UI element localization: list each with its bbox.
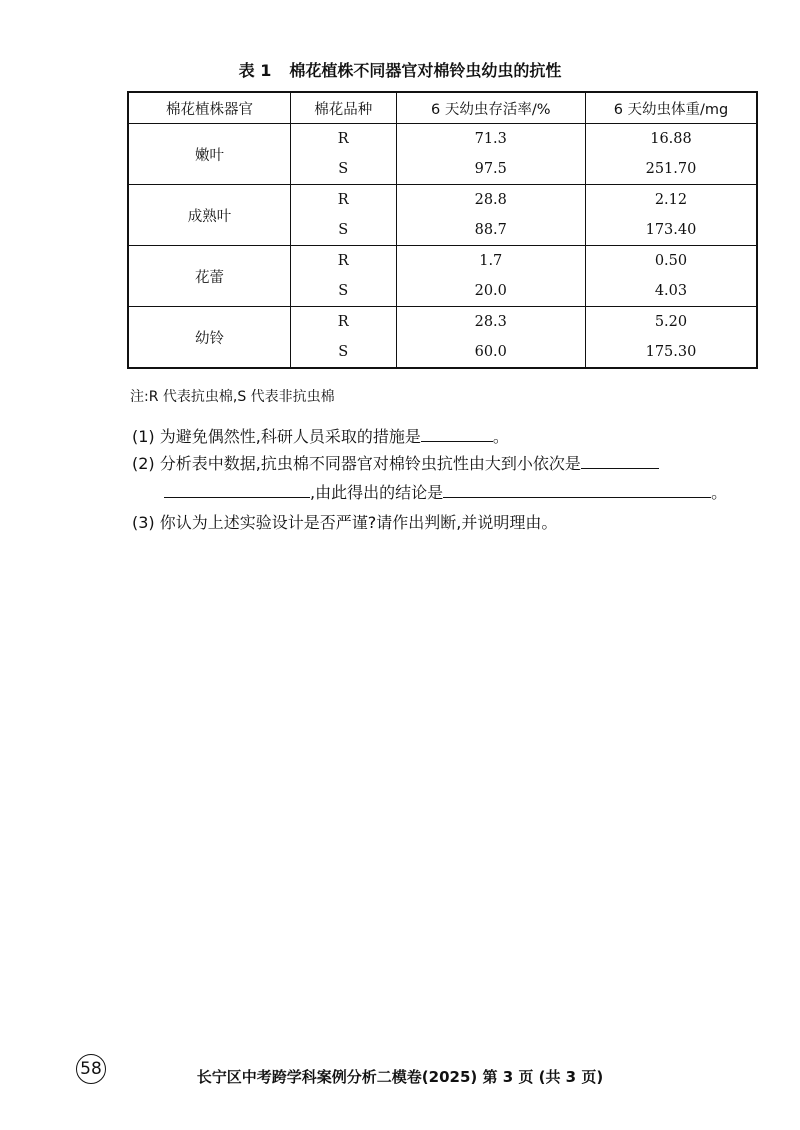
question-1-text: (1) 为避免偶然性,科研人员采取的措施是 — [132, 427, 421, 446]
resistance-table — [127, 91, 758, 369]
survival-cell: 20.0 — [396, 276, 585, 307]
weight-cell: 175.30 — [585, 337, 757, 368]
page-number-badge: 58 — [76, 1054, 106, 1084]
variety-cell: R — [290, 124, 396, 155]
question-2 — [132, 451, 659, 474]
variety-cell: S — [290, 154, 396, 185]
table-number: 表 1 — [238, 61, 272, 80]
question-1 — [132, 424, 509, 447]
question-2-cont — [164, 480, 727, 503]
answer-blank-2c[interactable] — [443, 481, 711, 498]
question-1-end: 。 — [492, 427, 509, 446]
weight-cell: 173.40 — [585, 215, 757, 246]
page-footer: 长宁区中考跨学科案例分析二模卷(2025) 第 3 页 (共 3 页) — [196, 1068, 604, 1086]
survival-cell: 28.3 — [396, 307, 585, 338]
variety-cell: R — [290, 185, 396, 216]
variety-cell: S — [290, 337, 396, 368]
question-2-end: 。 — [711, 483, 728, 502]
question-3: (3) 你认为上述实验设计是否严谨?请作出判断,并说明理由。 — [132, 513, 558, 532]
question-2-text: (2) 分析表中数据,抗虫棉不同器官对棉铃虫抗性由大到小依次是 — [132, 454, 581, 473]
weight-cell: 0.50 — [585, 246, 757, 277]
question-2-mid: ,由此得出的结论是 — [310, 483, 444, 502]
weight-cell: 16.88 — [585, 124, 757, 155]
survival-cell: 28.8 — [396, 185, 585, 216]
table-title: 棉花植株不同器官对棉铃虫幼虫的抗性 — [289, 61, 562, 80]
organ-cell: 幼铃 — [128, 307, 290, 369]
table-caption — [0, 58, 800, 81]
header-weight: 6 天幼虫体重/mg — [585, 92, 757, 124]
weight-cell: 251.70 — [585, 154, 757, 185]
header-survival: 6 天幼虫存活率/% — [396, 92, 585, 124]
organ-cell: 嫩叶 — [128, 124, 290, 185]
variety-cell: S — [290, 276, 396, 307]
table-note: 注:R 代表抗虫棉,S 代表非抗虫棉 — [130, 389, 335, 405]
variety-cell: S — [290, 215, 396, 246]
weight-cell: 4.03 — [585, 276, 757, 307]
survival-cell: 97.5 — [396, 154, 585, 185]
weight-cell: 5.20 — [585, 307, 757, 338]
table-row — [128, 185, 757, 216]
organ-cell: 花蕾 — [128, 246, 290, 307]
header-organ: 棉花植株器官 — [128, 92, 290, 124]
header-variety: 棉花品种 — [290, 92, 396, 124]
survival-cell: 71.3 — [396, 124, 585, 155]
answer-blank-1[interactable] — [421, 425, 493, 442]
answer-blank-2a[interactable] — [581, 452, 659, 469]
organ-cell: 成熟叶 — [128, 185, 290, 246]
variety-cell: R — [290, 307, 396, 338]
variety-cell: R — [290, 246, 396, 277]
survival-cell: 60.0 — [396, 337, 585, 368]
table-header-row — [128, 92, 757, 124]
survival-cell: 1.7 — [396, 246, 585, 277]
survival-cell: 88.7 — [396, 215, 585, 246]
weight-cell: 2.12 — [585, 185, 757, 216]
table-row — [128, 246, 757, 277]
table-row — [128, 124, 757, 155]
answer-blank-2b[interactable] — [164, 481, 310, 498]
table-row — [128, 307, 757, 338]
